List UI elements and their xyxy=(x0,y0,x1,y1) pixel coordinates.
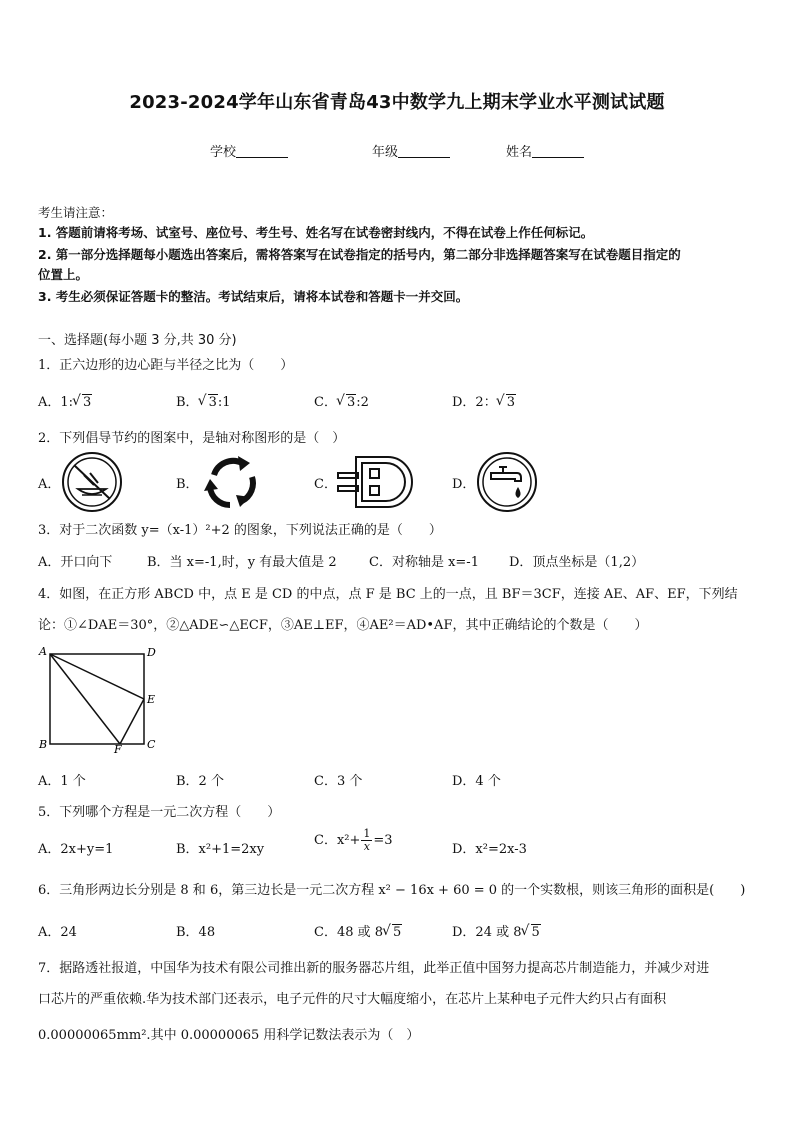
q1-option-b[interactable] xyxy=(176,391,231,410)
q6-c-radicand: 5 xyxy=(393,925,402,940)
q6-option-a[interactable]: A．24 xyxy=(38,925,77,940)
q1-d-radicand: 3 xyxy=(506,395,515,410)
name-label: 姓名 xyxy=(506,145,533,160)
label-d: D xyxy=(147,646,156,659)
notice-item-1: 1. 答题前请将考场、试室号、座位号、考生号、姓名写在试卷密封线内，不得在试卷上作任何标记。 xyxy=(38,225,594,240)
sqrt-sign xyxy=(337,395,356,410)
q2-option-a[interactable]: A． xyxy=(38,477,61,492)
square-geometry-figure xyxy=(36,644,160,756)
q6-option-b[interactable]: B．48 xyxy=(176,925,216,940)
school-field xyxy=(210,141,288,160)
label-e: E xyxy=(147,693,156,706)
name-field xyxy=(506,141,584,160)
q6-d-radicand: 5 xyxy=(531,925,540,940)
grade-label: 年级 xyxy=(372,145,399,160)
q5-option-c[interactable] xyxy=(314,828,393,853)
q5-option-b[interactable]: B．x²+1=2xy xyxy=(176,842,265,857)
sqrt-sign xyxy=(497,395,516,410)
q7-line-3: 0.00000065mm².其中 0.00000065 用科学记数法表示为（ ） xyxy=(38,1028,420,1043)
q1-option-a[interactable] xyxy=(38,391,92,410)
label-c: C xyxy=(147,738,156,751)
fraction-numerator: 1 xyxy=(363,827,371,840)
q6-d-text: D．24 或 8 xyxy=(452,925,522,940)
q3-option-c[interactable]: C．对称轴是 x=-1 xyxy=(369,555,479,570)
q4-option-d[interactable]: D．4 个 xyxy=(452,774,501,789)
q5-option-a[interactable]: A．2x+y=1 xyxy=(38,842,114,857)
q5-c-pre: C．x²+ xyxy=(314,833,361,848)
label-a: A xyxy=(39,645,47,658)
q1-a-radicand: 3 xyxy=(83,395,92,410)
q5-stem: 5．下列哪个方程是一元二次方程（ ） xyxy=(38,805,281,820)
q1-a-text: A．1: xyxy=(38,395,74,410)
no-food-waste-icon xyxy=(60,451,124,513)
notice-item-2: 2. 第一部分选择题每小题选出答案后，需将答案写在试卷指定的括号内，第二部分非选择题答案写在试卷题目指定的 xyxy=(38,247,681,262)
q1-b-tail: :1 xyxy=(217,395,231,410)
fraction-denominator: x xyxy=(363,840,370,853)
grade-blank[interactable] xyxy=(398,145,450,158)
q6-option-d[interactable] xyxy=(452,921,541,940)
q1-b-radicand: 3 xyxy=(208,395,217,410)
label-b: B xyxy=(39,738,48,751)
q2-option-b[interactable]: B． xyxy=(176,477,199,492)
q2-stem: 2．下列倡导节约的图案中，是轴对称图形的是（ ） xyxy=(38,431,346,446)
sqrt-sign xyxy=(199,395,218,410)
water-faucet-icon xyxy=(475,451,539,513)
label-f: F xyxy=(114,743,122,756)
q4-line-1: 4．如图，在正方形 ABCD 中，点 E 是 CD 的中点，点 F 是 BC 上的一点，且 BF＝3CF，连接 AE、AF、EF，下列结 xyxy=(38,587,738,602)
school-label: 学校 xyxy=(210,145,237,160)
sqrt-sign xyxy=(383,925,402,940)
q4-option-a[interactable]: A．1 个 xyxy=(38,774,86,789)
q1-c-text: C． xyxy=(314,395,337,410)
q7-line-1: 7．据路透社报道，中国华为技术有限公司推出新的服务器芯片组，此举正值中国努力提高芯片制造能力，并减少对进 xyxy=(38,961,710,976)
section-heading: 一、选择题(每小题 3 分,共 30 分) xyxy=(38,333,237,348)
q1-d-text: D．2： xyxy=(452,395,497,410)
q1-c-tail: :2 xyxy=(356,395,369,410)
q1-c-radicand: 3 xyxy=(346,395,356,410)
fraction xyxy=(361,828,372,853)
q3-option-d[interactable]: D．顶点坐标是（1,2） xyxy=(509,555,645,570)
q3-option-a[interactable]: A．开口向下 xyxy=(38,555,113,570)
q2-option-d[interactable]: D． xyxy=(452,477,476,492)
name-blank[interactable] xyxy=(532,145,584,158)
q1-option-d[interactable] xyxy=(452,391,516,410)
q4-option-b[interactable]: B．2 个 xyxy=(176,774,224,789)
q5-option-d[interactable]: D．x²=2x-3 xyxy=(452,842,527,857)
q1-option-c[interactable] xyxy=(314,391,369,410)
q1-b-text: B． xyxy=(176,395,199,410)
q5-c-post: =3 xyxy=(373,833,393,848)
page-title: 2023-2024学年山东省青岛43中数学九上期末学业水平测试试题 xyxy=(129,92,665,113)
q3-option-b[interactable]: B．当 x=-1,时，y 有最大值是 2 xyxy=(147,555,337,570)
sqrt-sign xyxy=(73,395,92,410)
q2-option-c[interactable]: C． xyxy=(314,477,337,492)
q6-stem: 6．三角形两边长分别是 8 和 6，第三边长是一元二次方程 x² − 16x + 60 = 0 的一个实数根，则该三角形的面积是( ) xyxy=(38,883,746,898)
sqrt-sign xyxy=(522,925,541,940)
q6-option-c[interactable] xyxy=(314,921,402,940)
q7-line-2: 口芯片的严重依赖.华为技术部门还表示，电子元件的尺寸大幅度缩小，在芯片上某种电子元件大约只占有面积 xyxy=(38,992,667,1007)
q6-c-text: C．48 或 8 xyxy=(314,925,384,940)
power-plug-icon xyxy=(334,453,416,511)
q1-stem: 1．正六边形的边心距与半径之比为（ ） xyxy=(38,358,294,373)
notice-head: 考生请注意： xyxy=(38,205,114,220)
q3-stem: 3．对于二次函数 y=（x-1）²+2 的图象，下列说法正确的是（ ） xyxy=(38,523,442,538)
school-blank[interactable] xyxy=(236,145,288,158)
grade-field xyxy=(372,141,450,160)
q4-option-c[interactable]: C．3 个 xyxy=(314,774,363,789)
notice-item-2b: 位置上。 xyxy=(38,267,89,282)
q4-line-2: 论：①∠DAE＝30°，②△ADE∽△ECF，③AE⊥EF，④AE²＝AD•AF，其中正确结论的个数是（ ） xyxy=(38,618,648,633)
notice-item-3: 3. 考生必须保证答题卡的整洁。考试结束后，请将本试卷和答题卡一并交回。 xyxy=(38,289,469,304)
recycle-arrows-icon xyxy=(200,451,264,513)
